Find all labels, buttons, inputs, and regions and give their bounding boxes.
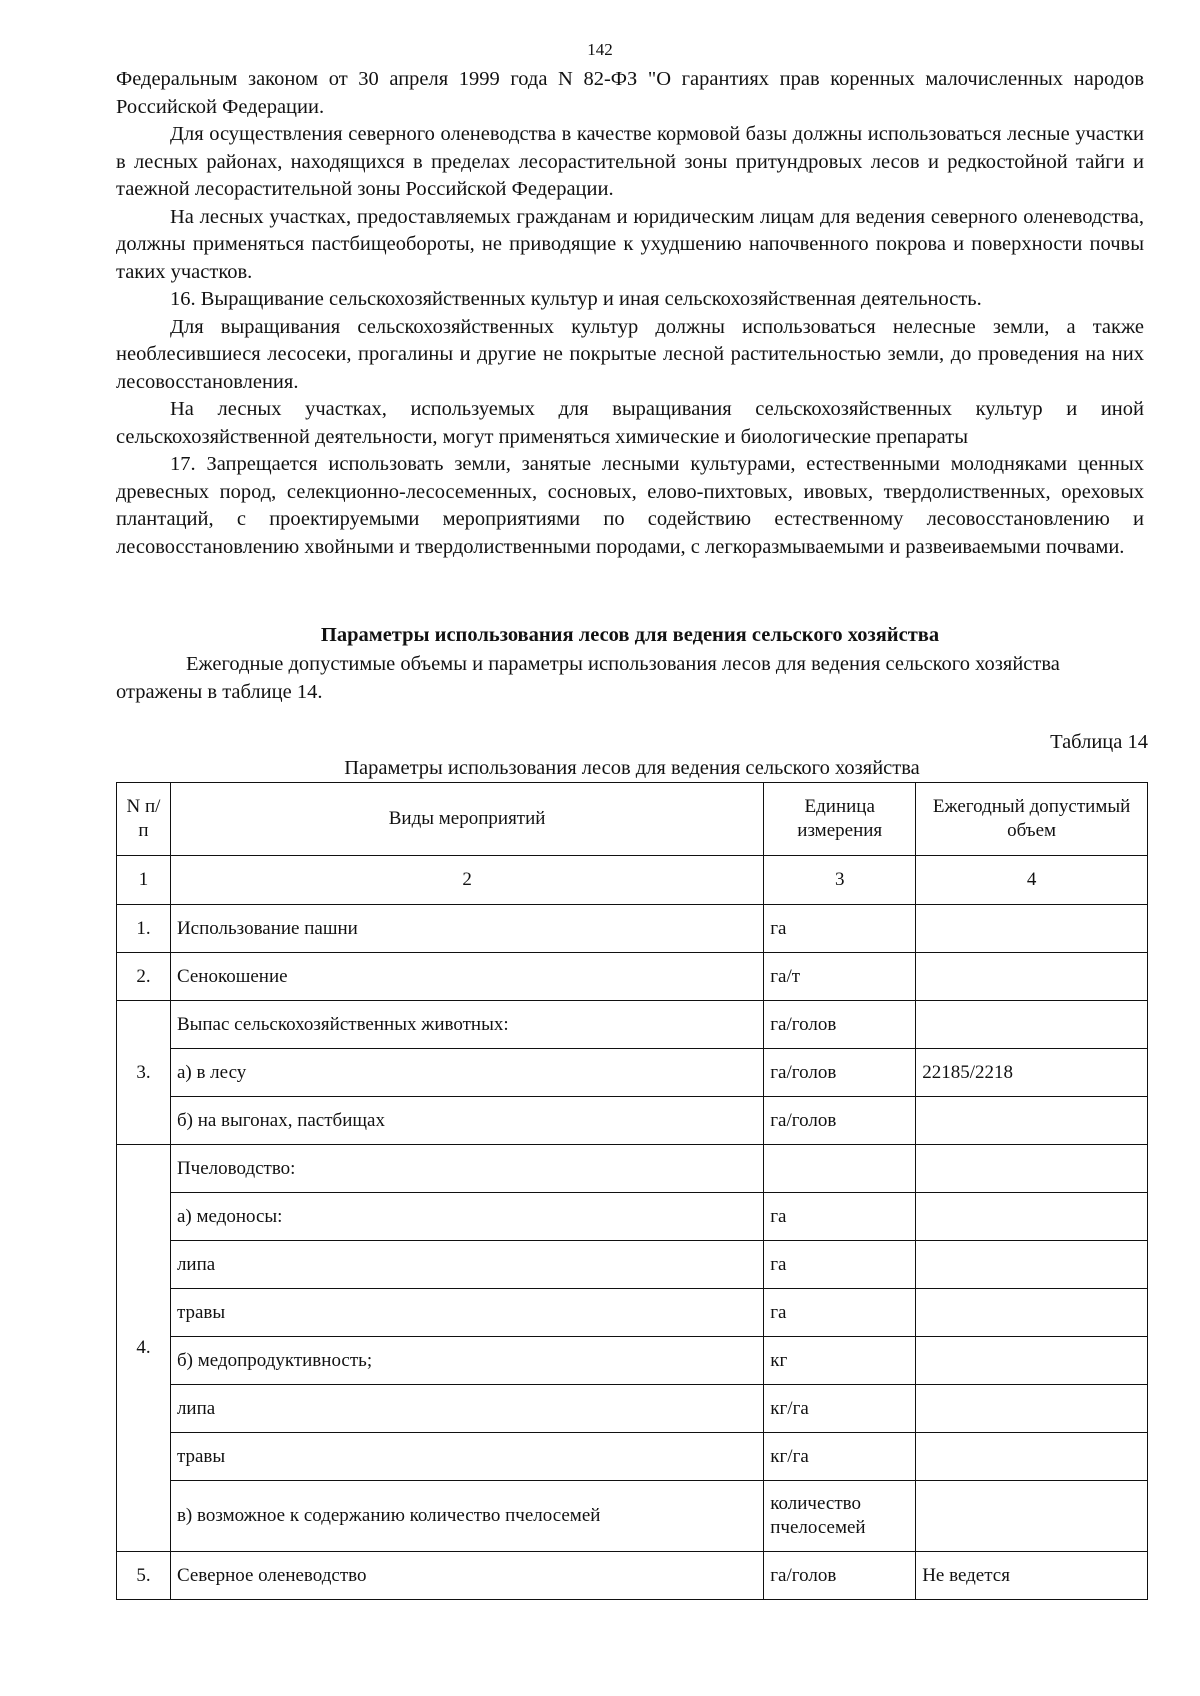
table-row	[117, 1337, 1148, 1385]
table-row	[117, 1241, 1148, 1289]
header-number: N п/п	[117, 783, 171, 856]
paragraph: Для выращивания сельскохозяйственных культур должны использоваться нелесные земли, а также необлесившиеся лесосеки, прогалины и другие не покрытые лесной растительностью земли, до проведения на них лесовосстановления.	[116, 315, 1144, 393]
row-unit: га/голов	[764, 1049, 916, 1097]
row-unit: га	[764, 1193, 916, 1241]
header-activity: Виды мероприятий	[170, 783, 763, 856]
table-row	[117, 953, 1148, 1001]
row-volume	[916, 1001, 1148, 1049]
row-activity: а) медоносы:	[170, 1193, 763, 1241]
row-unit-line: количество	[770, 1493, 861, 1514]
table-row	[117, 1289, 1148, 1337]
header-volume: Ежегодный допустимый объем	[916, 783, 1148, 856]
row-unit: кг/га	[764, 1433, 916, 1481]
paragraph: Для осуществления северного оленеводства в качестве кормовой базы должны использоваться лесные участки в лесных районах, находящихся в пределах лесорастительной зоны притундровых лесов и редкостойной тайги и таежной лесорастительной зоны Российской Федерации.	[116, 123, 1144, 200]
column-number: 3	[764, 856, 916, 905]
row-volume	[916, 1097, 1148, 1145]
paragraph: 17. Запрещается использовать земли, занятые лесными культурами, естественными молодняками ценных древесных пород, селекционно-лесосеменных, сосновых, елово-пихтовых, ивовых, твердолиственных, ореховых плантаций, с проектируемыми мероприятиями по содействию естественному лесовосстановлению и лесовосстановлению хвойными и твердолиственными породами, с легкоразмываемыми и развеиваемыми почвами.	[116, 453, 1144, 558]
section-title: Параметры использования лесов для ведения сельского хозяйства	[320, 624, 940, 646]
row-unit-line: пчелосемей	[770, 1517, 866, 1538]
header-unit: Единица измерения	[764, 783, 916, 856]
row-volume	[916, 1145, 1148, 1193]
row-activity: Пчеловодство:	[170, 1145, 763, 1193]
row-activity: б) на выгонах, пастбищах	[170, 1097, 763, 1145]
table-row	[117, 1385, 1148, 1433]
row-activity: липа	[170, 1241, 763, 1289]
row-unit: га	[764, 1289, 916, 1337]
row-volume	[916, 1241, 1148, 1289]
row-activity: Северное оленеводство	[170, 1552, 763, 1600]
paragraph: 16. Выращивание сельскохозяйственных культур и иная сельскохозяйственная деятельность.	[170, 288, 982, 310]
row-number: 5.	[117, 1552, 171, 1600]
row-volume	[916, 1385, 1148, 1433]
row-unit: га/голов	[764, 1001, 916, 1049]
row-activity: травы	[170, 1433, 763, 1481]
row-activity: Выпас сельскохозяйственных животных:	[170, 1001, 763, 1049]
table-header-row	[117, 783, 1148, 856]
table-row	[117, 1193, 1148, 1241]
row-unit	[764, 1481, 916, 1552]
row-unit: га	[764, 1241, 916, 1289]
row-number: 2.	[117, 953, 171, 1001]
body-text	[116, 66, 1144, 561]
row-activity: травы	[170, 1289, 763, 1337]
parameters-table	[116, 782, 1148, 1600]
row-activity: б) медопродуктивность;	[170, 1337, 763, 1385]
table-number: Таблица 14	[1050, 731, 1148, 753]
table-row	[117, 905, 1148, 953]
row-unit	[764, 1145, 916, 1193]
row-unit: га	[764, 905, 916, 953]
row-unit: га/т	[764, 953, 916, 1001]
table-row	[117, 1001, 1148, 1049]
row-volume: 22185/2218	[916, 1049, 1148, 1097]
row-volume	[916, 905, 1148, 953]
row-activity: Сенокошение	[170, 953, 763, 1001]
row-unit: кг	[764, 1337, 916, 1385]
page-number: 142	[587, 40, 613, 59]
table-row	[117, 1145, 1148, 1193]
row-activity: липа	[170, 1385, 763, 1433]
table-row	[117, 1433, 1148, 1481]
table-row	[117, 1049, 1148, 1097]
row-unit: га/голов	[764, 1552, 916, 1600]
row-number: 1.	[117, 905, 171, 953]
row-unit: га/голов	[764, 1097, 916, 1145]
paragraph: На лесных участках, предоставляемых гражданам и юридическим лицам для ведения северного оленеводства, должны применяться пастбищеобороты, не приводящие к ухудшению напочвенного покрова и поверхности почвы таких участков.	[116, 205, 1144, 283]
table-caption: Параметры использования лесов для ведения сельского хозяйства	[344, 757, 920, 779]
row-activity: Использование пашни	[170, 905, 763, 953]
section-intro: Ежегодные допустимые объемы и параметры использования лесов для ведения сельского хозяйства отражены в таблице 14.	[116, 653, 1060, 703]
row-volume	[916, 1433, 1148, 1481]
row-activity: а) в лесу	[170, 1049, 763, 1097]
column-number: 4	[916, 856, 1148, 905]
row-unit: кг/га	[764, 1385, 916, 1433]
row-number: 4.	[117, 1145, 171, 1552]
row-volume	[916, 1337, 1148, 1385]
paragraph: Федеральным законом от 30 апреля 1999 года N 82-ФЗ "О гарантиях прав коренных малочисленных народов Российской Федерации.	[116, 68, 1144, 118]
column-number: 1	[117, 856, 171, 905]
column-number: 2	[170, 856, 763, 905]
table-row	[117, 1481, 1148, 1552]
row-volume	[916, 1289, 1148, 1337]
row-number: 3.	[117, 1001, 171, 1145]
row-volume	[916, 1193, 1148, 1241]
table-row	[117, 1552, 1148, 1600]
row-volume: Не ведется	[916, 1552, 1148, 1600]
row-volume	[916, 953, 1148, 1001]
paragraph: На лесных участках, используемых для выращивания сельскохозяйственных культур и иной сельскохозяйственной деятельности, могут применяться химические и биологические препараты	[116, 398, 1144, 448]
row-activity: в) возможное к содержанию количество пчелосемей	[170, 1481, 763, 1552]
table-row	[117, 1097, 1148, 1145]
column-numbers-row	[117, 856, 1148, 905]
row-volume	[916, 1481, 1148, 1552]
